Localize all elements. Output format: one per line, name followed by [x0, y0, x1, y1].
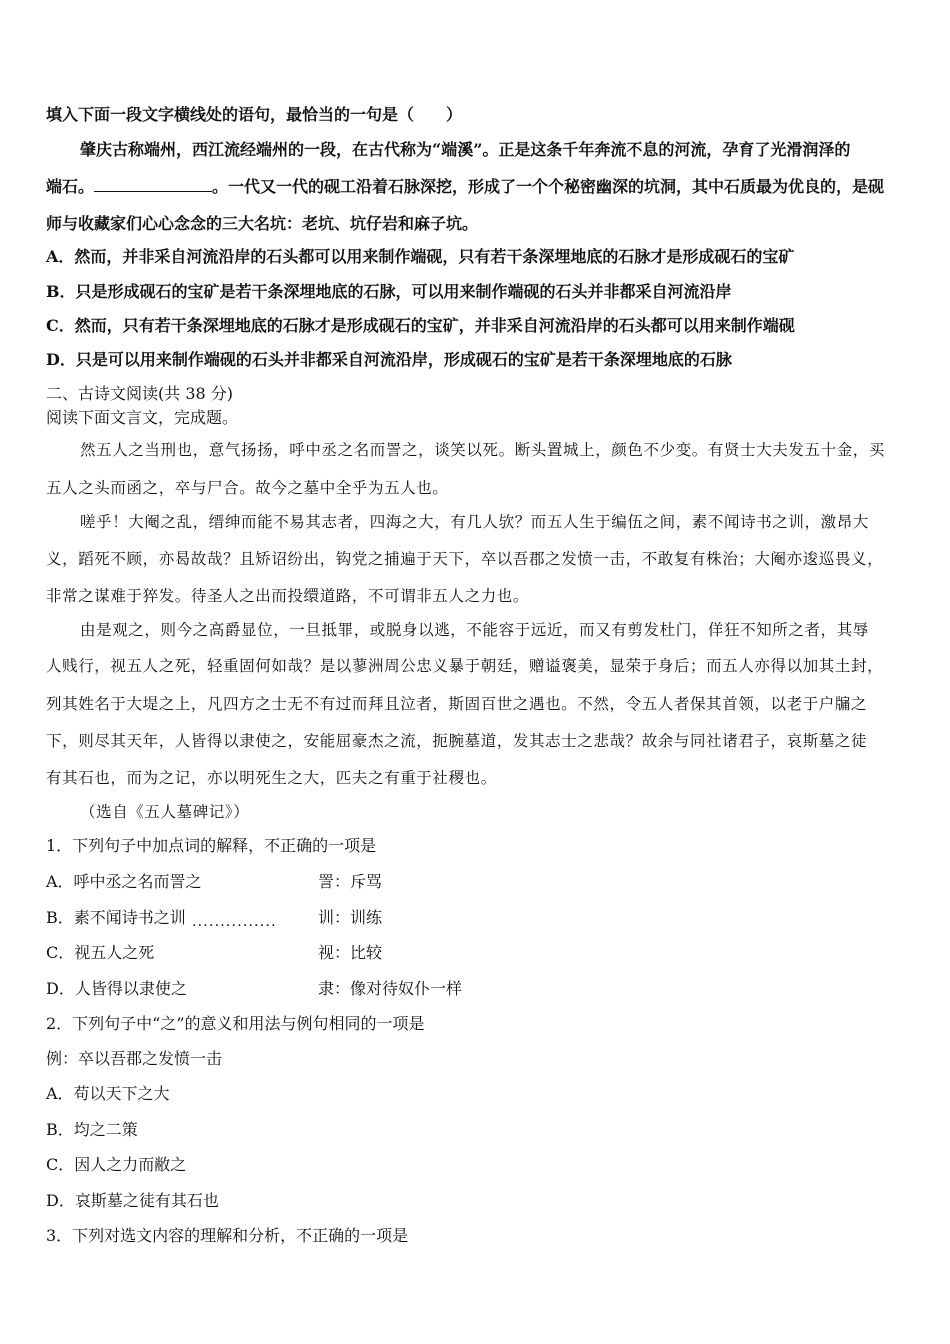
fill-question-paragraph: 师与收藏家们心心念念的三大名坑：老坑、坑仔岩和麻子坑。	[46, 214, 479, 233]
option-a: A．然而，并非采自河流沿岸的石头都可以用来制作端砚，只有若干条深埋地底的石脉才是形成砚石的宝矿	[46, 247, 795, 266]
passage-line: 然五人之当刑也，意气扬扬，呼中丞之名而詈之，谈笑以死。断头置城上，颜色不少变。有贤士大夫发五十金，买	[80, 441, 886, 459]
passage-line: 非常之谋难于猝发。待圣人之出而投缳道路，不可谓非五人之力也。	[46, 587, 530, 605]
question-2-option: D．哀斯墓之徒有其石也	[46, 1191, 219, 1210]
passage-line: 下，则尽其天年，人皆得以隶使之，安能屈豪杰之流，扼腕墓道，发其志士之悲哉？故余与同社诸君子，哀斯墓之徒	[46, 732, 868, 750]
fill-question-paragraph: 肇庆古称端州，西江流经端州的一段，在古代称为“端溪”。正是这条千年奔流不息的河流，孕育了光滑润泽的	[80, 140, 851, 159]
fill-question-prompt: 填入下面一段文字横线处的语句，最恰当的一句是（ ）	[46, 105, 463, 124]
question-1-definition: 詈：斥骂	[318, 872, 383, 891]
question-2-option: B．均之二策	[46, 1120, 138, 1139]
question-2-option: C．因人之力而敝之	[46, 1155, 187, 1174]
option-c: C．然而，只有若干条深埋地底的石脉才是形成砚石的宝矿，并非采自河流沿岸的石头都可以用来制作端砚	[46, 316, 795, 335]
dotted-leader: ···············	[192, 918, 277, 934]
question-1-option: D．人皆得以隶使之	[46, 979, 187, 998]
passage-line: 人贱行，视五人之死，轻重固何如哉？是以蓼洲周公忠义暴于朝廷，赠谥褒美，显荣于身后；而五人亦得以加其土封，	[46, 657, 884, 675]
question-2-stem: 2．下列句子中“之”的意义和用法与例句相同的一项是	[46, 1014, 425, 1033]
passage-line: 由是观之，则今之高爵显位，一旦抵罪，或脱身以逃，不能容于远近，而又有剪发杜门，佯狂不知所之者，其辱	[80, 621, 869, 639]
passage-line: 列其姓名于大堤之上，凡四方之士无不有过而拜且泣者，斯固百世之遇也。不然，令五人者保其首领，以老于户牖之	[46, 695, 868, 713]
passage-line: 义，蹈死不顾，亦曷故哉？且矫诏纷出，钩党之捕遍于天下，卒以吾郡之发愤一击，不敢复有株治；大阉亦逡巡畏义，	[46, 550, 884, 568]
passage-line: 有其石也，而为之记，亦以明死生之大，匹夫之有重于社稷也。	[46, 769, 497, 787]
question-3-stem: 3．下列对选文内容的理解和分析，不正确的一项是	[46, 1226, 409, 1245]
question-2-example: 例：卒以吾郡之发愤一击	[46, 1049, 223, 1068]
passage-line: 嗟乎！大阉之乱，缙绅而能不易其志者，四海之大，有几人欤？而五人生于编伍之间，素不闻诗书之训，激昂大	[80, 513, 869, 531]
question-1-option: C．视五人之死	[46, 943, 155, 962]
question-1-definition: 隶：像对待奴仆一样	[318, 979, 463, 998]
passage-line: 五人之头而函之，卒与尸合。故今之墓中全乎为五人也。	[46, 479, 449, 497]
fill-question-paragraph: 端石。 。一代又一代的砚工沿着石脉深挖，形成了一个个秘密幽深的坑洞，其中石质最为优良的，是砚	[46, 177, 885, 196]
question-1-definition: 训：训练	[318, 908, 383, 927]
section-heading: 二、古诗文阅读(共 38 分)	[46, 384, 234, 403]
option-d: D．只是可以用来制作端砚的石头并非都采自河流沿岸，形成砚石的宝矿是若干条深埋地底的石脉	[46, 350, 732, 369]
question-1-definition: 视：比较	[318, 943, 383, 962]
question-1-stem: 1．下列句子中加点词的解释，不正确的一项是	[46, 836, 377, 855]
answer-blank	[94, 177, 212, 192]
question-1-option: A．呼中丞之名而詈之	[46, 872, 202, 891]
question-1-option: B．素不闻诗书之训	[46, 908, 186, 927]
option-b: B．只是形成砚石的宝矿是若干条深埋地底的石脉，可以用来制作端砚的石头并非都采自河流沿岸	[46, 282, 732, 301]
passage-source: （选自《五人墓碑记》）	[80, 803, 250, 821]
question-2-option: A．苟以天下之大	[46, 1084, 170, 1103]
section-intro: 阅读下面文言文，完成题。	[46, 408, 239, 427]
